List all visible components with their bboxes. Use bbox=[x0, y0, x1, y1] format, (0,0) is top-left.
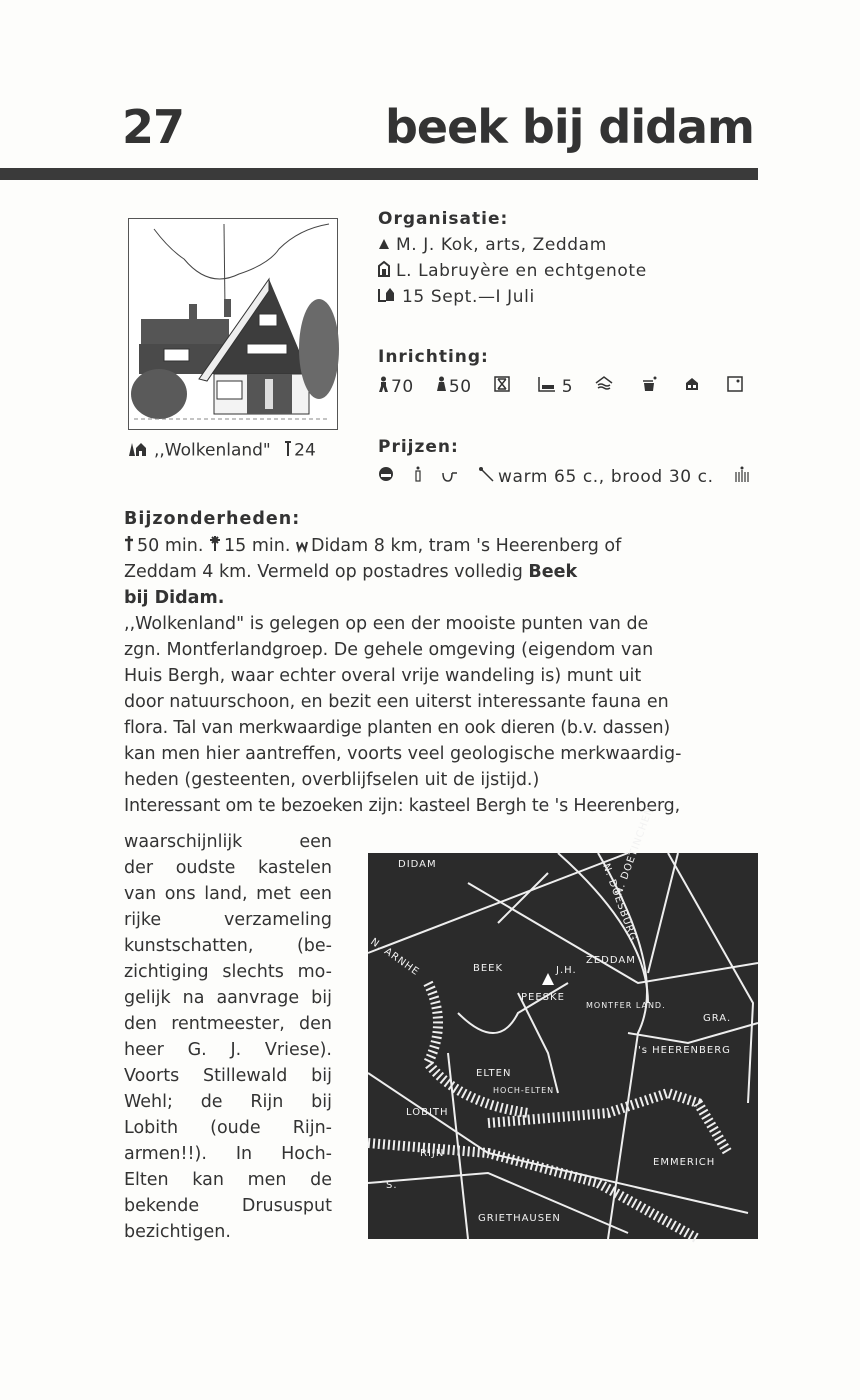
map-label-griethausen: GRIETHAUSEN bbox=[478, 1213, 561, 1224]
train-station-icon bbox=[296, 533, 308, 559]
organizer-name: M. J. Kok, arts, Zeddam bbox=[396, 235, 607, 255]
bottle-icon bbox=[414, 464, 422, 490]
house-illustration bbox=[128, 218, 338, 430]
map-label-montferland: MONTFER LAND. bbox=[586, 1001, 666, 1010]
girl-figure-icon bbox=[436, 374, 447, 400]
area-map bbox=[368, 804, 758, 1239]
para-line: heden (gesteenten, overblijfselen uit de ijstijd.) bbox=[124, 770, 540, 790]
organisatie-line bbox=[378, 284, 758, 310]
narrow-line: Voorts Stillewald bij bbox=[124, 1066, 332, 1086]
window-icon bbox=[727, 374, 743, 400]
travel-line bbox=[124, 533, 756, 559]
facilities-row bbox=[378, 374, 758, 400]
map-label-rijn: RIJN bbox=[420, 1148, 445, 1159]
boy-figure-icon bbox=[378, 374, 389, 400]
season-dates: 15 Sept.—I Juli bbox=[402, 287, 535, 307]
header-rule bbox=[0, 168, 758, 180]
travel-church: 50 min. bbox=[137, 536, 204, 556]
para-line: kan men hier aantreffen, voorts veel geologische merkwaardig- bbox=[124, 744, 682, 764]
utensils-icon bbox=[734, 464, 750, 490]
house-drawing bbox=[129, 219, 337, 429]
narrow-line: gelijk na aanvrage bij bbox=[124, 988, 332, 1008]
narrow-line: bezichtigen. bbox=[124, 1222, 231, 1242]
map-label-jh: J.H. bbox=[556, 965, 577, 976]
body-text bbox=[124, 505, 756, 819]
caretaker-house-icon bbox=[378, 258, 390, 284]
caretaker-name: L. Labruyère en echtgenote bbox=[396, 261, 647, 281]
para-line: ,,Wolkenland" is gelegen op een der mooiste punten van de bbox=[124, 614, 649, 634]
map-label-hoch-elten: HOCH-ELTEN bbox=[493, 1086, 555, 1095]
para-line: zgn. Montferlandgroep. De gehele omgeving (eigendom van bbox=[124, 640, 654, 660]
narrow-line: rijke verzameling bbox=[124, 910, 332, 930]
bijzonderheden-heading: Bijzonderheden: bbox=[124, 509, 301, 529]
altitude-marker-icon bbox=[284, 440, 292, 461]
church-cross-icon bbox=[124, 533, 134, 559]
map-label-arnhem: N. ARNHE bbox=[368, 936, 422, 979]
hourglass-icon bbox=[494, 374, 510, 400]
map-label-doetinchem: N. DOETINCHEM bbox=[613, 804, 657, 897]
house-trees-icon bbox=[128, 440, 148, 461]
prices-row bbox=[378, 464, 758, 490]
map-label-lobith: LOBITH bbox=[406, 1107, 449, 1118]
caption-number: 24 bbox=[294, 440, 316, 461]
para-line: flora. Tal van merkwaardige planten en ook dieren (b.v. dassen) bbox=[124, 718, 670, 738]
rooms-count: 5 bbox=[561, 377, 574, 397]
map-label-heerenberg: 's HEERENBERG bbox=[638, 1045, 731, 1056]
helmet-icon bbox=[378, 464, 394, 490]
narrow-line: den rentmeester, den bbox=[124, 1014, 332, 1034]
organisatie-section bbox=[378, 206, 758, 310]
page-title: beek bij didam bbox=[384, 100, 754, 154]
map-label-didam: DIDAM bbox=[398, 859, 437, 870]
beds-girls: 50 bbox=[448, 377, 472, 397]
photo-caption bbox=[128, 440, 316, 461]
map-label-emmerich: EMMERICH bbox=[653, 1157, 716, 1168]
stove-icon bbox=[641, 374, 657, 400]
narrow-column-text bbox=[124, 829, 332, 1245]
map-label-beek: BEEK bbox=[473, 963, 504, 974]
prices-text: warm 65 c., brood 30 c. bbox=[498, 467, 714, 487]
bed-icon bbox=[538, 374, 556, 400]
travel-train: Didam 8 km, tram 's Heerenberg of bbox=[310, 536, 622, 556]
map-label-doesburg: N. DOESBURG bbox=[600, 862, 639, 944]
postal-bold-beek: Beek bbox=[528, 562, 578, 582]
match-icon bbox=[478, 464, 494, 490]
narrow-line: Lobith (oude Rijn- bbox=[124, 1118, 332, 1138]
pipe-icon bbox=[442, 464, 458, 490]
narrow-line: zichtiging slechts mo- bbox=[124, 962, 332, 982]
map-label-s: S. bbox=[386, 1180, 398, 1191]
triangle-icon bbox=[378, 232, 390, 258]
narrow-line: kunstschatten, (be- bbox=[124, 936, 332, 956]
catholic-cross-icon bbox=[209, 533, 221, 559]
narrow-line: Elten kan men de bbox=[124, 1170, 332, 1190]
narrow-line: der oudste kastelen bbox=[124, 858, 332, 878]
para-line: Interessant om te bezoeken zijn: kasteel Bergh te 's Heerenberg, bbox=[124, 796, 680, 816]
inrichting-section bbox=[378, 344, 758, 400]
postal-text: Zeddam 4 km. Vermeld op postadres volledig bbox=[124, 562, 523, 582]
travel-catholic: 15 min. bbox=[223, 536, 291, 556]
narrow-line: bekende Drususput bbox=[124, 1196, 332, 1216]
postal-line bbox=[124, 559, 756, 585]
beds-boys: 70 bbox=[391, 377, 414, 397]
para-line: Huis Bergh, waar echter overal vrije wandeling is) munt uit bbox=[124, 666, 642, 686]
narrow-line: heer G. J. Vriese). bbox=[124, 1040, 332, 1060]
bathing-house-icon bbox=[595, 374, 613, 400]
organisatie-heading: Organisatie: bbox=[378, 209, 509, 229]
season-house-icon bbox=[378, 284, 396, 310]
page-number: 27 bbox=[122, 100, 185, 154]
prijzen-heading: Prijzen: bbox=[378, 437, 459, 457]
map-label-gra: GRA. bbox=[703, 1013, 732, 1024]
map-label-zeddam: ZEDDAM bbox=[586, 955, 636, 966]
narrow-line: waarschijnlijk een bbox=[124, 832, 332, 852]
caption-name: ,,Wolkenland" bbox=[154, 440, 271, 461]
postal-bold-didam: bij Didam. bbox=[124, 588, 225, 608]
map-label-elten: ELTEN bbox=[476, 1068, 512, 1079]
organisatie-line bbox=[378, 258, 758, 284]
map-drawing bbox=[368, 804, 758, 1239]
inrichting-heading: Inrichting: bbox=[378, 347, 489, 367]
shelter-icon bbox=[685, 374, 699, 400]
narrow-line: armen!!). In Hoch- bbox=[124, 1144, 332, 1164]
organisatie-line bbox=[378, 232, 758, 258]
postal-line-2 bbox=[124, 585, 756, 611]
prijzen-section bbox=[378, 434, 758, 490]
narrow-line: van ons land, met een bbox=[124, 884, 332, 904]
map-label-peeske: PEESKE bbox=[521, 992, 565, 1003]
para-line: door natuurschoon, en bezit een uiterst interessante fauna en bbox=[124, 692, 669, 712]
narrow-line: Wehl; de Rijn bij bbox=[124, 1092, 332, 1112]
